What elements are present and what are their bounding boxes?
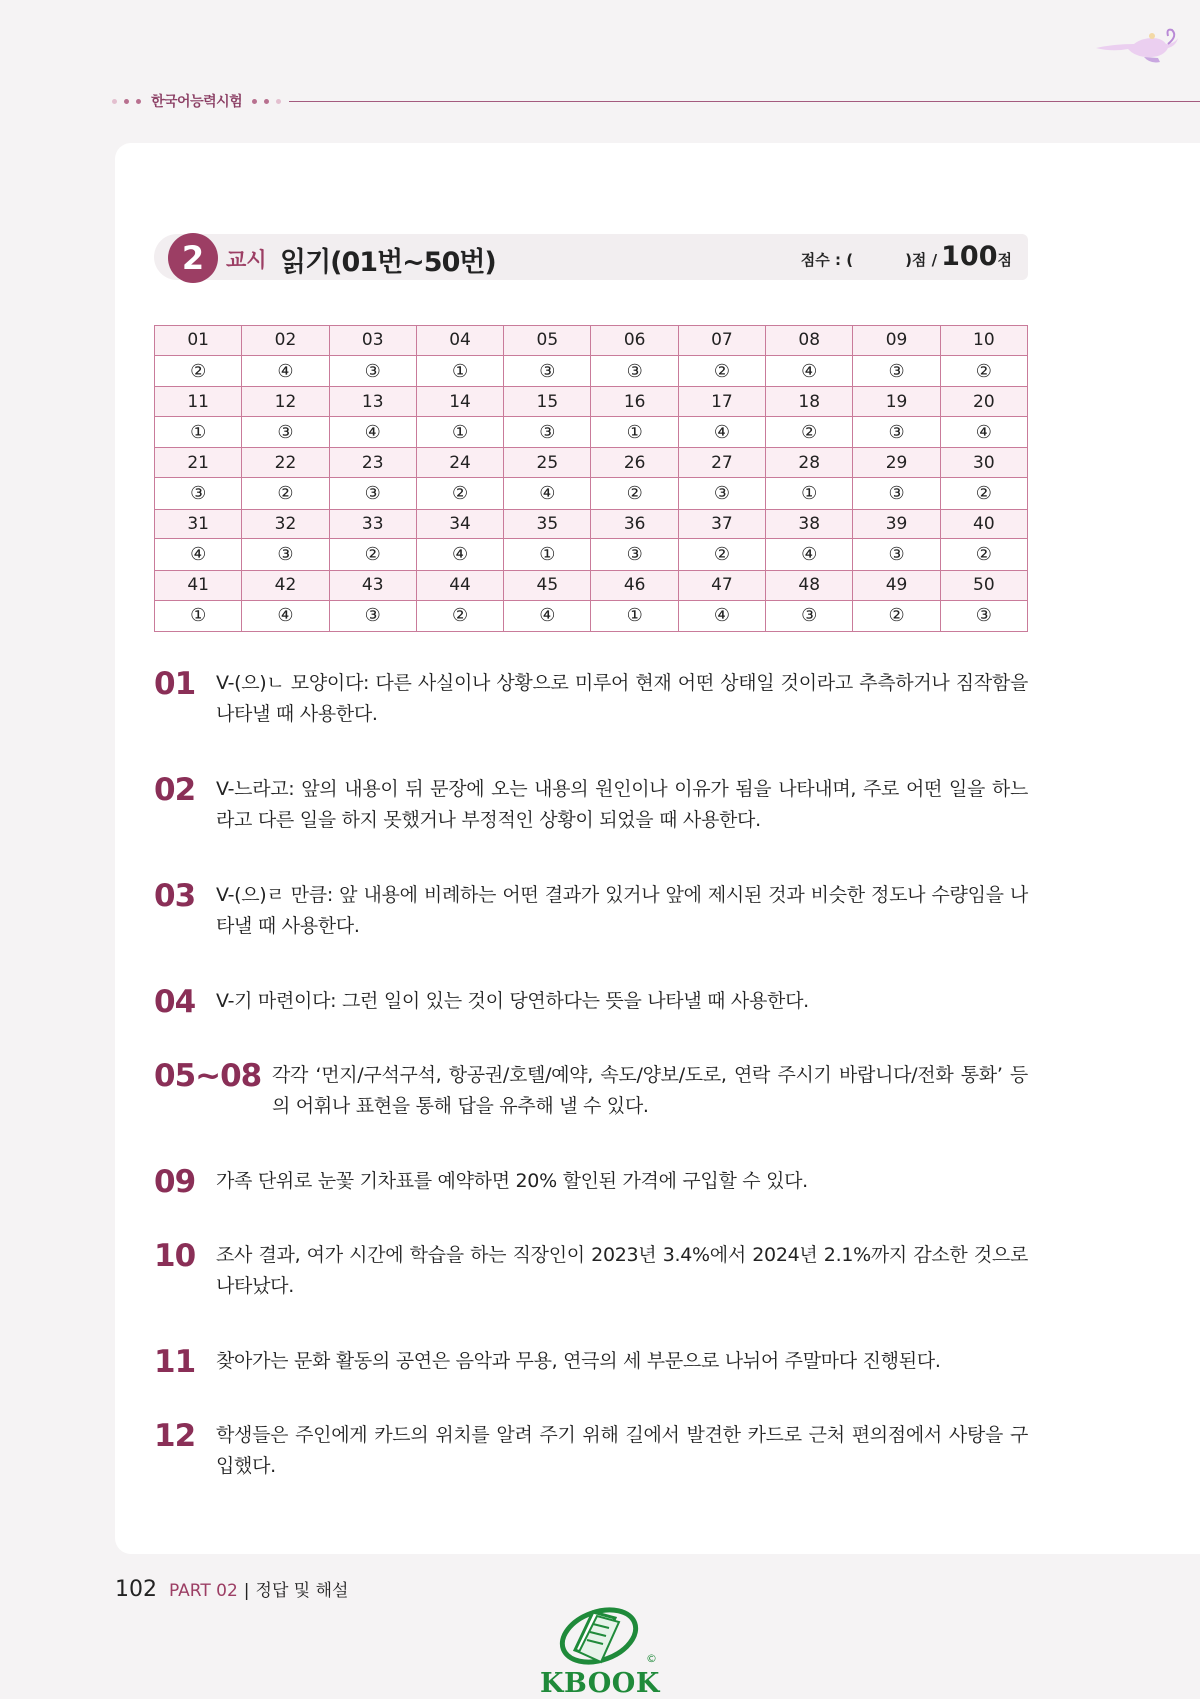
question-number-cell: 20: [940, 387, 1027, 417]
question-number-cell: 07: [678, 326, 765, 356]
section-title: 읽기(01번~50번): [280, 247, 496, 278]
score-close: )점 /: [905, 251, 938, 269]
answer-cell: ④: [329, 417, 416, 448]
question-number-cell: 43: [329, 570, 416, 600]
answer-cell: ②: [678, 355, 765, 386]
answer-cell: ③: [504, 355, 591, 386]
answer-cell: ①: [416, 355, 503, 386]
answer-cell: ①: [591, 417, 678, 448]
explanation-number: 11: [154, 1344, 196, 1380]
question-number-cell: 37: [678, 509, 765, 539]
question-number-cell: 17: [678, 387, 765, 417]
header-dots: [252, 99, 281, 104]
explanation-item: [154, 1166, 1028, 1198]
question-number-cell: 23: [329, 448, 416, 478]
answer-row: [155, 478, 1028, 509]
question-number-row: [155, 448, 1028, 478]
explanation-number: 10: [154, 1238, 196, 1274]
answer-row: [155, 417, 1028, 448]
answer-cell: ④: [940, 417, 1027, 448]
score-label: 점수 : (: [800, 251, 854, 269]
header-dot: [136, 99, 141, 104]
footer-separator: |: [243, 1581, 250, 1601]
header-rule: [289, 101, 1200, 102]
answer-cell: ③: [591, 355, 678, 386]
question-number-cell: 46: [591, 570, 678, 600]
answer-cell: ③: [853, 417, 940, 448]
answer-cell: ④: [678, 600, 765, 631]
explanation-text: V-(으)ㄹ 만큼: 앞 내용에 비례하는 어떤 결과가 있거나 앞에 제시된 것과 비슷한 정도나 수량임을 나타낼 때 사용한다.: [216, 884, 1028, 937]
explanation-item: [154, 668, 1028, 730]
question-number-cell: 39: [853, 509, 940, 539]
question-number-cell: 47: [678, 570, 765, 600]
answer-cell: ②: [940, 539, 1027, 570]
answer-cell: ④: [416, 539, 503, 570]
score-box: [801, 241, 1012, 272]
explanation-item: [154, 1060, 1028, 1122]
question-number-cell: 14: [416, 387, 503, 417]
question-number-cell: 27: [678, 448, 765, 478]
question-number-cell: 41: [155, 570, 242, 600]
answer-cell: ④: [504, 600, 591, 631]
explanation-item: [154, 880, 1028, 942]
answer-cell: ①: [591, 600, 678, 631]
explanation-number: 09: [154, 1164, 196, 1200]
answer-cell: ③: [678, 478, 765, 509]
answer-cell: ③: [853, 355, 940, 386]
explanation-item: [154, 774, 1028, 836]
question-number-cell: 40: [940, 509, 1027, 539]
question-number-cell: 28: [766, 448, 853, 478]
answer-cell: ②: [853, 600, 940, 631]
answer-cell: ③: [940, 600, 1027, 631]
explanation-item: [154, 986, 1028, 1018]
header-dot: [124, 99, 129, 104]
question-number-cell: 50: [940, 570, 1027, 600]
question-number-cell: 11: [155, 387, 242, 417]
answer-cell: ①: [155, 417, 242, 448]
question-number-cell: 36: [591, 509, 678, 539]
page-number: 102: [115, 1577, 157, 1602]
question-number-cell: 15: [504, 387, 591, 417]
header-dot: [112, 99, 117, 104]
question-number-cell: 06: [591, 326, 678, 356]
question-number-row: [155, 509, 1028, 539]
answer-cell: ③: [242, 539, 329, 570]
question-number-cell: 18: [766, 387, 853, 417]
question-number-cell: 24: [416, 448, 503, 478]
explanation-text: 찾아가는 문화 활동의 공연은 음악과 무용, 연극의 세 부문으로 나뉘어 주말마다 진행된다.: [216, 1350, 941, 1372]
explanation-number: 04: [154, 984, 196, 1020]
header-title: 한국어능력시험: [151, 94, 243, 110]
question-number-cell: 42: [242, 570, 329, 600]
question-number-cell: 26: [591, 448, 678, 478]
answer-cell: ②: [766, 417, 853, 448]
period-badge: 2: [168, 233, 218, 283]
answer-cell: ②: [155, 355, 242, 386]
answer-cell: ②: [416, 478, 503, 509]
explanation-text: V-느라고: 앞의 내용이 뒤 문장에 오는 내용의 원인이나 이유가 됨을 나타내며, 주로 어떤 일을 하느라고 다른 일을 하지 못했거나 부정적인 상황이 되었을 때 사용한다.: [216, 778, 1028, 831]
answer-cell: ④: [678, 417, 765, 448]
question-number-cell: 38: [766, 509, 853, 539]
question-number-cell: 32: [242, 509, 329, 539]
explanation-number: 01: [154, 666, 196, 702]
question-number-cell: 31: [155, 509, 242, 539]
answer-cell: ④: [242, 600, 329, 631]
question-number-cell: 13: [329, 387, 416, 417]
explanation-number: 02: [154, 772, 196, 808]
question-number-cell: 09: [853, 326, 940, 356]
answer-cell: ②: [591, 478, 678, 509]
explanation-text: V-기 마련이다: 그런 일이 있는 것이 당연하다는 뜻을 나타낼 때 사용한다.: [216, 990, 809, 1012]
answer-cell: ③: [591, 539, 678, 570]
question-number-cell: 49: [853, 570, 940, 600]
answer-cell: ②: [416, 600, 503, 631]
header-dot: [252, 99, 257, 104]
running-header: [112, 88, 1200, 114]
header-dots: [112, 99, 141, 104]
answer-cell: ①: [416, 417, 503, 448]
answer-cell: ④: [155, 539, 242, 570]
question-number-cell: 48: [766, 570, 853, 600]
logo-text: KBOOK: [540, 1668, 660, 1699]
explanation-text: V-(으)ㄴ 모양이다: 다른 사실이나 상황으로 미루어 현재 어떤 상태일 것이라고 추측하거나 짐작함을 나타낼 때 사용한다.: [216, 672, 1028, 725]
question-number-cell: 34: [416, 509, 503, 539]
answer-cell: ①: [504, 539, 591, 570]
explanation-item: [154, 1240, 1028, 1302]
question-number-row: [155, 326, 1028, 356]
answer-cell: ③: [766, 600, 853, 631]
answer-cell: ③: [155, 478, 242, 509]
answer-cell: ②: [940, 478, 1027, 509]
question-number-row: [155, 387, 1028, 417]
question-number-cell: 30: [940, 448, 1027, 478]
question-number-cell: 08: [766, 326, 853, 356]
answer-row: [155, 600, 1028, 631]
question-number-cell: 10: [940, 326, 1027, 356]
page-footer: [115, 1576, 348, 1602]
score-max: 100: [941, 241, 998, 272]
explanation-number: 05~08: [154, 1058, 262, 1094]
answer-cell: ④: [766, 539, 853, 570]
question-number-cell: 35: [504, 509, 591, 539]
question-number-row: [155, 570, 1028, 600]
answer-table: [154, 325, 1028, 632]
explanation-text: 학생들은 주인에게 카드의 위치를 알려 주기 위해 길에서 발견한 카드로 근처 편의점에서 사탕을 구입했다.: [216, 1424, 1028, 1477]
question-number-cell: 21: [155, 448, 242, 478]
explanation-number: 03: [154, 878, 196, 914]
answer-cell: ③: [853, 539, 940, 570]
explanation-item: [154, 1346, 1028, 1378]
answer-cell: ①: [766, 478, 853, 509]
answer-cell: ②: [329, 539, 416, 570]
answer-cell: ③: [329, 600, 416, 631]
answer-cell: ③: [853, 478, 940, 509]
answer-cell: ②: [678, 539, 765, 570]
answer-row: [155, 539, 1028, 570]
logo-copyright-mark: ©: [646, 1652, 657, 1665]
question-number-cell: 22: [242, 448, 329, 478]
question-number-cell: 45: [504, 570, 591, 600]
answer-cell: ①: [155, 600, 242, 631]
answer-cell: ③: [504, 417, 591, 448]
question-number-cell: 01: [155, 326, 242, 356]
answer-row: [155, 355, 1028, 386]
answer-cell: ②: [940, 355, 1027, 386]
explanation-text: 조사 결과, 여가 시간에 학습을 하는 직장인이 2023년 3.4%에서 2024년 2.1%까지 감소한 것으로 나타났다.: [216, 1244, 1028, 1297]
explanation-text: 가족 단위로 눈꽃 기차표를 예약하면 20% 할인된 가격에 구입할 수 있다.: [216, 1170, 808, 1192]
question-number-cell: 29: [853, 448, 940, 478]
question-number-cell: 16: [591, 387, 678, 417]
header-dot: [276, 99, 281, 104]
answer-cell: ④: [504, 478, 591, 509]
header-dot: [264, 99, 269, 104]
period-label: 교시: [226, 248, 267, 272]
question-number-cell: 03: [329, 326, 416, 356]
question-number-cell: 12: [242, 387, 329, 417]
question-number-cell: 02: [242, 326, 329, 356]
question-number-cell: 33: [329, 509, 416, 539]
score-unit: 점: [997, 251, 1012, 269]
question-number-cell: 04: [416, 326, 503, 356]
magic-lamp-icon: [1092, 22, 1182, 67]
explanation-item: [154, 1420, 1028, 1482]
footer-title: 정답 및 해설: [255, 1581, 349, 1601]
explanation-number: 12: [154, 1418, 196, 1454]
answer-cell: ②: [242, 478, 329, 509]
answer-cell: ④: [766, 355, 853, 386]
answer-cell: ③: [242, 417, 329, 448]
part-label: PART 02: [169, 1581, 238, 1601]
question-number-cell: 25: [504, 448, 591, 478]
explanation-text: 각각 ‘먼지/구석구석, 항공권/호텔/예약, 속도/양보/도로, 연락 주시기 바랍니다/전화 통화’ 등의 어휘나 표현을 통해 답을 유추해 낼 수 있다.: [272, 1064, 1028, 1117]
answer-cell: ③: [329, 355, 416, 386]
question-number-cell: 05: [504, 326, 591, 356]
answer-cell: ③: [329, 478, 416, 509]
answer-cell: ④: [242, 355, 329, 386]
question-number-cell: 44: [416, 570, 503, 600]
question-number-cell: 19: [853, 387, 940, 417]
